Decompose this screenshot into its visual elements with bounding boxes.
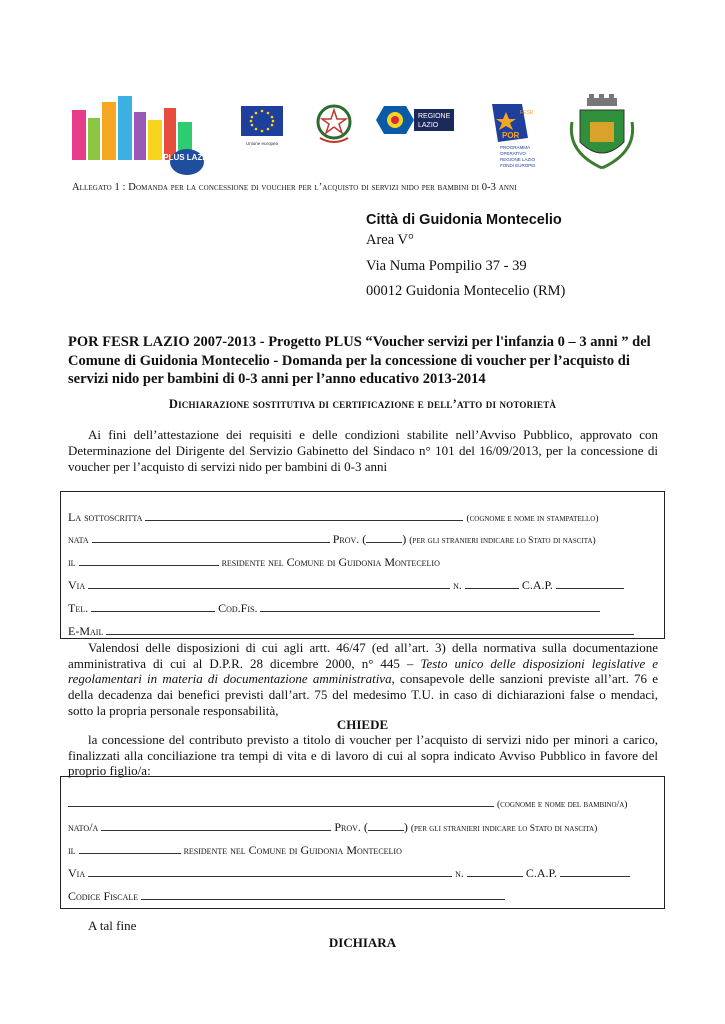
- input-cap[interactable]: [556, 578, 624, 589]
- label-tel: Tel.: [68, 601, 89, 615]
- input-email[interactable]: [106, 624, 634, 635]
- row-tel: [68, 601, 600, 616]
- label-codice-fiscale: Codice Fiscale: [68, 889, 139, 903]
- chiede-heading: CHIEDE: [336, 717, 389, 732]
- input-via-2[interactable]: [88, 866, 452, 877]
- row-bambino: [68, 796, 627, 811]
- input-civico[interactable]: [465, 578, 519, 589]
- eu-flag-logo: [241, 106, 283, 146]
- guidonia-crest: [571, 94, 632, 168]
- chiede-text: la concessione del contributo previsto a titolo di voucher per l’acquisto di servizi nido per minori a carico, finalizzati alla conciliazione tra tempi di vita e di lavoro di cui al sopra indicato Avviso Pubblico in favore del proprio figlio/a:: [68, 732, 658, 779]
- valendosi-end: , consapevole delle sanzioni previste all’art. 76 e della decadenza dai benefici previsti dall’art. 75 del medesimo T.U. in caso di dichiarazioni false o mendaci, sotto la propria personale responsabilità,: [68, 671, 658, 718]
- label-via: Via: [68, 578, 86, 592]
- label-codfis: Cod.Fis.: [218, 601, 258, 615]
- input-tel[interactable]: [91, 601, 215, 612]
- addressee-postcode: 00012 Guidonia Montecelio (RM): [366, 283, 566, 299]
- fesr-text: FESR: [520, 110, 534, 116]
- input-cognome-nome[interactable]: [145, 510, 463, 521]
- por-caption-1: PROGRAMMA: [500, 145, 531, 150]
- input-codfis[interactable]: [260, 601, 600, 612]
- row-via: [68, 578, 624, 593]
- label-prov: Prov. (: [332, 532, 367, 546]
- row-il: [68, 555, 440, 570]
- row-via-2: [68, 866, 630, 881]
- input-data-nascita-bambino[interactable]: [79, 843, 181, 854]
- label-via-2: Via: [68, 866, 86, 880]
- allegato-caption: Allegato 1 : Domanda per la concessione di voucher per l’acquisto di servizi nido per bambini di 0-3 anni: [72, 182, 517, 193]
- chiede-paragraph: [68, 732, 658, 779]
- label-il: il: [68, 555, 76, 569]
- por-caption-2: OPERATIVO: [500, 151, 526, 156]
- input-cognome-bambino[interactable]: [68, 796, 494, 807]
- valendosi-italic: Testo unico delle disposizioni legislative e regolamentari in materia di documentazione amministrativa: [68, 655, 658, 687]
- label-prov-close-2: ): [403, 820, 408, 834]
- valendosi-text: Valendosi delle disposizioni di cui agli artt. 46/47 (ed all’art. 3) della normativa sulla documentazione amministrativa di cui al D.P.R. 28 dicembre 2000, n° 445 –: [68, 640, 658, 671]
- por-fesr-logo: [492, 104, 536, 168]
- label-residente: residente nel Comune di Guidonia Montecelio: [221, 555, 440, 569]
- label-nato: nato/a: [68, 820, 99, 834]
- document-title: POR FESR LAZIO 2007-2013 - Progetto PLUS “Voucher servizi per l'infanzia 0 – 3 anni ” del Comune di Guidonia Montecelio - Domanda per la concessione di voucher per l’acquisto di servizi nido per bambini di 0-3 anni per l’anno educativo 2013-2014: [68, 334, 651, 387]
- intro-text: Ai fini dell’attestazione dei requisiti e delle condizioni stabilite nell’Avviso Pubblico, approvato con Determinazione del Dirigente del Servizio Gabinetto del Sindaco n° 101 del 16/09/2013, per la concessione di voucher per l’acquisto di servizi nido per bambini di 0-3 anni: [68, 427, 658, 474]
- row-nata: [68, 532, 596, 547]
- hint-stranieri-2: (per gli stranieri indicare lo Stato di nascita): [410, 824, 598, 834]
- eu-caption: Unione europea: [245, 141, 279, 146]
- row-email: [68, 624, 634, 639]
- partner-logos: [62, 92, 662, 178]
- row-il-2: [68, 843, 402, 858]
- row-sottoscritta: [68, 510, 599, 525]
- addressee-street: Via Numa Pompilio 37 - 39: [366, 258, 527, 274]
- por-text: POR: [502, 131, 520, 140]
- label-n-2: n.: [455, 866, 464, 880]
- label-il-2: il: [68, 843, 76, 857]
- hint-cognome: (cognome e nome in stampatello): [466, 514, 599, 524]
- row-codice-fiscale: [68, 889, 505, 904]
- input-codice-fiscale[interactable]: [141, 889, 505, 900]
- hint-stranieri: (per gli stranieri indicare lo Stato di nascita): [409, 536, 596, 546]
- label-sottoscritta: La sottoscritta: [68, 510, 143, 524]
- label-nata: nata: [68, 532, 89, 546]
- label-cap-2: C.A.P.: [525, 866, 557, 880]
- addressee-area: Area V°: [366, 232, 414, 248]
- input-civico-2[interactable]: [467, 866, 523, 877]
- plus-lazio-text: PLUS LAZIO: [163, 153, 211, 162]
- hint-bambino: (cognome e nome del bambino/a): [497, 800, 628, 810]
- input-cap-2[interactable]: [560, 866, 630, 877]
- regione-lazio-text-2: LAZIO: [418, 122, 439, 129]
- label-n: n.: [453, 578, 462, 592]
- por-caption-3: REGIONE LAZIO: [500, 157, 536, 162]
- dichiara-heading: DICHIARA: [328, 935, 397, 950]
- label-prov-close: ): [402, 532, 407, 546]
- input-prov-2[interactable]: [368, 820, 404, 831]
- por-caption-4: FONDI EUROPEI: [500, 163, 536, 168]
- logo-bar: [62, 92, 662, 178]
- row-nato: [68, 820, 597, 835]
- regione-lazio-text-1: REGIONE: [418, 113, 451, 120]
- addressee-city: Città di Guidonia Montecelio: [366, 212, 562, 228]
- valendosi-paragraph: [68, 640, 658, 719]
- intro-paragraph: [68, 427, 658, 475]
- input-data-nascita[interactable]: [79, 555, 219, 566]
- document-subtitle: Dichiarazione sostitutiva di certificazione e dell’atto di notorietà: [168, 397, 557, 411]
- plus-lazio-logo: [72, 96, 211, 175]
- label-email: E-Mail: [68, 624, 104, 638]
- input-via[interactable]: [88, 578, 450, 589]
- label-cap: C.A.P.: [521, 578, 553, 592]
- input-luogo-nascita-bambino[interactable]: [101, 820, 331, 831]
- input-luogo-nascita[interactable]: [92, 532, 330, 543]
- a-tal-fine: A tal fine: [88, 918, 137, 933]
- input-prov[interactable]: [366, 532, 402, 543]
- italian-republic-emblem: [318, 106, 350, 142]
- label-residente-2: residente nel Comune di Guidonia Montecelio: [183, 843, 402, 857]
- regione-lazio-logo: [376, 106, 454, 134]
- label-prov-2: Prov. (: [334, 820, 368, 834]
